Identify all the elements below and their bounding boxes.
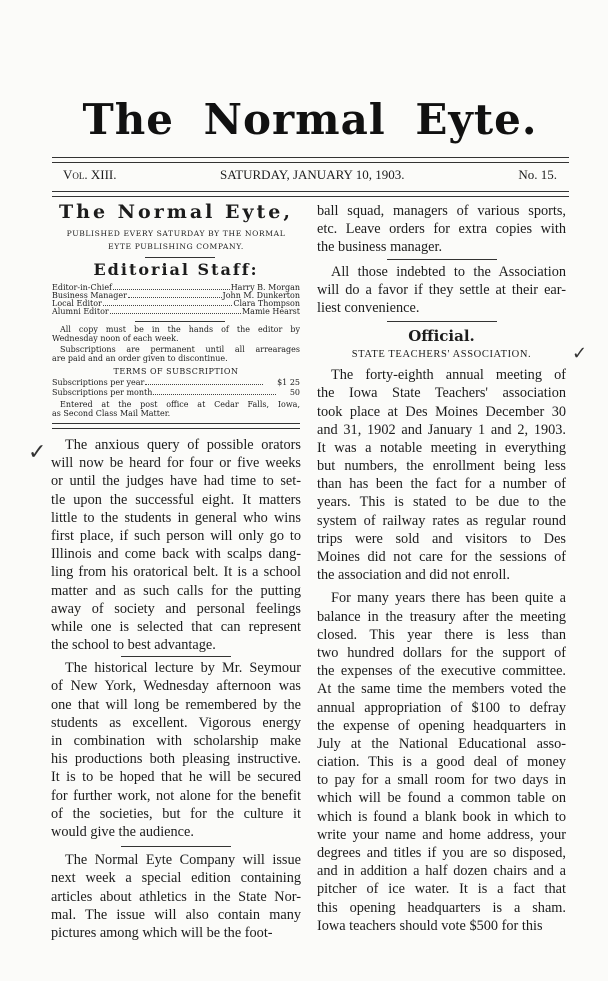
text-line: tle upon the successful eight. It matters [51,491,301,508]
staff-name: John M. Dunkerton [222,291,300,300]
text-line: the association and did not enroll. [317,567,510,584]
left-column [51,436,301,942]
text-line: liest convenience. [317,299,420,316]
text-line: of New York, Wednesday afternoon was [51,678,301,695]
terms-row [52,389,300,397]
text-line: Iowa teachers should vote $500 for this [317,917,543,934]
text-line: which will be found a common table on [317,790,566,807]
text-line: which is found a blank book in which to [317,808,566,825]
dateline [52,167,569,183]
terms-label: Subscriptions per year [52,378,145,387]
terms-price: $1 25 [277,378,300,387]
notice-paragraph [317,263,566,318]
text-line: two hundred dollars for the support of [317,644,566,661]
article-paragraph [317,589,566,935]
text-line: The anxious query of possible orators [65,437,301,453]
text-line: pictures among which will be the foot- [51,924,273,941]
text-line: the expense of opening headquarters in [317,717,566,734]
divider [121,846,231,847]
text-line: The Normal Eyte Company will issue [65,852,301,869]
text-line: than has been the fact for a number of [317,476,566,493]
masthead-rule [52,157,569,158]
text-line: and 31, 1902 and January 1 and 2, 1903. [317,421,566,438]
text-line: The historical lecture by Mr. Seymour [65,660,301,677]
text-line: degrees and titles if you are so disposed, [317,845,566,861]
article-paragraph [51,659,301,841]
text-line: the school to best advantage. [51,637,216,654]
mail-notice: as Second Class Mail Matter. [52,409,171,418]
terms-heading: TERMS OF SUBSCRIPTION [113,367,239,376]
text-line: mal. The issue will also contain many [51,906,301,923]
handwritten-check-icon: ✓ [28,440,47,465]
text-line: trips were sold and visitors to Des [317,530,566,547]
staff-role: Alumni Editor [52,307,109,316]
text-line: articles about athletics in the State Nor- [51,888,301,905]
text-line: For many years there has been quite a [331,590,566,607]
text-line: Illinois and come back with scalps dang- [51,546,301,563]
staff-role: Local Editor [52,299,102,308]
staff-list [52,284,300,316]
text-line: annual appropriation of $100 to defray [317,699,566,716]
subscription-notice: are paid and an order given to discontinue. [52,354,228,363]
text-line: away of society and personal feelings [51,600,301,617]
right-column [317,202,566,935]
text-line: this opening headquarters is a sham. [317,899,566,916]
copy-notice: All copy must be in the hands of the editor by [60,325,300,334]
text-line: to pay for a small room for two days in [317,772,566,789]
text-line: students as excellent. Vigorous energy [51,714,301,731]
published-line: EYTE PUBLISHING COMPANY. [108,242,244,251]
section-subheading: STATE TEACHERS' ASSOCIATION. [351,349,532,361]
handwritten-check-icon: ✓ [572,343,588,364]
text-line: one that will long be remembered by the [51,696,301,713]
mail-notice: Entered at the post office at Cedar Falls, Iowa, [60,400,300,409]
staff-name: Clara Thompson [233,299,300,308]
info-rule [52,423,300,424]
text-line: in combination with scholarship make [51,733,301,749]
article-paragraph [51,851,301,942]
text-line: The forty-eighth annual meeting of [331,367,566,384]
divider [387,321,497,322]
text-line: the expenses of the executive committee. [317,663,566,680]
published-line: PUBLISHED EVERY SATURDAY BY THE NORMAL [66,229,286,238]
text-line: Moines did not care for the sessions of [317,549,566,565]
text-line: ball squad, managers of various sports, [317,203,566,219]
text-line: balance in the treasury after the meeting [317,608,566,625]
dateline-rule [52,191,569,192]
divider [135,321,225,322]
divider [121,656,231,657]
text-line: pitcher of ice water. It is a fact that [317,881,566,898]
staff-name: Mamie Hearst [241,307,300,316]
subscription-notice: Subscriptions are permanent until all arrearages [60,345,300,354]
staff-heading: Editorial Staff: [93,260,259,279]
text-line: the Iowa State Teachers' association [317,385,566,402]
text-line: At the same time the members voted the [317,681,566,698]
text-line: while one is selected that can represent [51,618,301,635]
newspaper-title: The Normal Eyte. [82,95,538,144]
divider [145,257,215,258]
text-line: next week a special edition containing [51,870,301,887]
text-line: and in addition a half dozen chairs and a [317,863,566,880]
text-line: will do a favor if they settle at their ear- [317,281,566,298]
copy-notice: Wednesday noon of each week. [52,334,179,343]
text-line: etc. Leave orders for extra copies with [317,221,566,238]
text-line: closed. This year there is less than [317,626,566,643]
divider [387,259,497,260]
text-line: the business manager. [317,239,443,256]
text-line: his productions both pleasing instructive. [51,751,301,768]
text-line: system of railway rates as regular round [317,512,566,529]
issue-date: SATURDAY, JANUARY 10, 1903. [220,167,405,182]
text-line: write your name and home address, your [317,826,566,843]
text-line: but numbers, the enrollment being less [317,458,566,475]
text-line: first place, if such person will only go to [51,527,301,544]
terms-row [52,379,300,387]
staff-role: Business Manager [52,291,127,300]
text-line: took place at Des Moines December 30 [317,403,566,420]
masthead-rule [52,162,569,163]
staff-role: Editor-in-Chief [52,283,113,292]
section-heading: Official. [408,327,475,346]
terms-label: Subscriptions per month [52,388,153,397]
volume-number: Vol. XIII. [63,167,117,182]
text-line: years. This is stated to be due to the [317,494,566,511]
text-line: of the societies, but for the culture it [51,805,301,822]
staff-row [52,308,300,316]
text-line: ciation. This is a good deal of money [317,754,566,771]
publication-name: The Normal Eyte, [59,201,293,223]
staff-name: Harry B. Morgan [230,283,300,292]
text-line: will now be heard for four or five weeks [51,455,301,472]
info-rule [52,428,300,429]
text-line: would give the audience. [51,823,194,840]
text-line: for further work, not alone for the benefit [51,787,301,804]
terms-price: 50 [289,388,300,397]
continued-paragraph [317,202,566,257]
text-line: ling from his oratorical belt. It is a school [51,564,301,581]
text-line: It is to be hoped that he will be secured [51,769,301,786]
text-line: All those indebted to the Association [331,263,566,280]
article-paragraph [51,436,301,654]
article-paragraph [317,366,566,584]
text-line: or until the judges have had time to set- [51,473,301,490]
text-line: It was a notable meeting in everything [317,439,566,456]
issue-number: No. 15. [518,167,557,182]
text-line: little to the students in general who wins [51,509,301,526]
text-line: July at the National Educational asso- [317,735,566,752]
dateline-rule [52,196,569,197]
text-line: matter and as such calls for the putting [51,582,301,599]
